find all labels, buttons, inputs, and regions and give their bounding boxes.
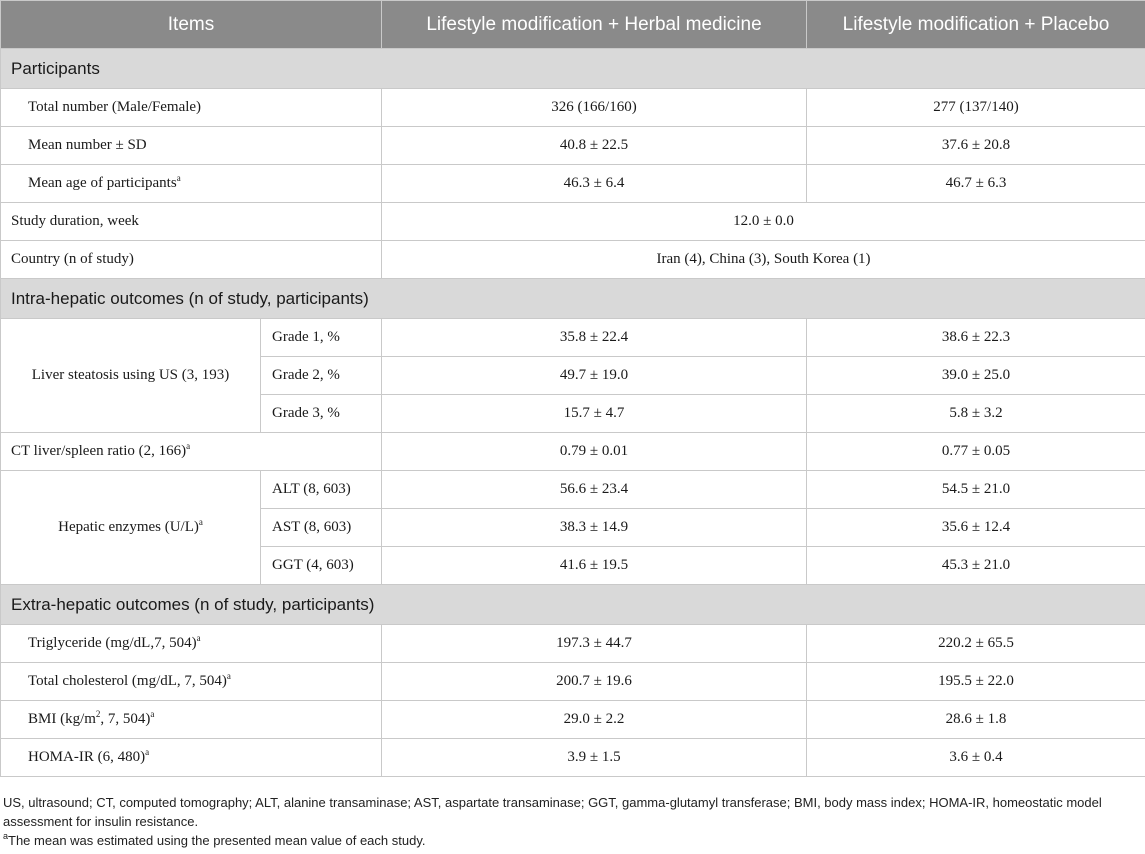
herbal-value: 0.79 ± 0.01 [382, 433, 807, 471]
footnote-marker: a [176, 173, 181, 183]
table-header-row [1, 1, 1145, 49]
placebo-value: 46.7 ± 6.3 [807, 165, 1145, 203]
squared-marker: 2 [95, 709, 101, 719]
footnote-marker: a [186, 441, 191, 451]
table-row [1, 625, 1145, 663]
placebo-value: 54.5 ± 21.0 [807, 471, 1145, 509]
sub-label: ALT (8, 603) [261, 471, 382, 509]
placebo-value: 277 (137/140) [807, 89, 1145, 127]
row-label-cell [1, 701, 382, 739]
sub-label: Grade 3, % [261, 395, 382, 433]
row-label: HOMA-IR (6, 480) [28, 749, 146, 765]
table-footnotes [3, 793, 1141, 850]
sub-label: GGT (4, 603) [261, 547, 382, 585]
group-label-cell [1, 471, 261, 585]
herbal-value: 56.6 ± 23.4 [382, 471, 807, 509]
footnote-marker: a [226, 671, 231, 681]
sub-label: AST (8, 603) [261, 509, 382, 547]
herbal-value: 35.8 ± 22.4 [382, 319, 807, 357]
table-row [1, 433, 1145, 471]
table-row [1, 319, 1145, 357]
herbal-value: 46.3 ± 6.4 [382, 165, 807, 203]
herbal-value: 49.7 ± 19.0 [382, 357, 807, 395]
row-label: BMI (kg/m [28, 711, 96, 727]
table-row [1, 127, 1145, 165]
herbal-value: 200.7 ± 19.6 [382, 663, 807, 701]
placebo-value: 39.0 ± 25.0 [807, 357, 1145, 395]
row-label: Mean number ± SD [1, 127, 382, 165]
placebo-value: 35.6 ± 12.4 [807, 509, 1145, 547]
table-row [1, 663, 1145, 701]
placebo-value: 3.6 ± 0.4 [807, 739, 1145, 777]
row-label-cell [1, 663, 382, 701]
herbal-value: 29.0 ± 2.2 [382, 701, 807, 739]
section-intra-hepatic [1, 279, 1145, 319]
herbal-value: 41.6 ± 19.5 [382, 547, 807, 585]
shared-value: Iran (4), China (3), South Korea (1) [382, 241, 1145, 279]
footnote-text: The mean was estimated using the presented mean value of each study. [8, 833, 426, 848]
row-label-cell [1, 433, 382, 471]
herbal-value: 197.3 ± 44.7 [382, 625, 807, 663]
footnote-marker: a [196, 633, 201, 643]
herbal-value: 326 (166/160) [382, 89, 807, 127]
row-label: CT liver/spleen ratio (2, 166) [11, 443, 187, 459]
mean-estimate-note [3, 831, 1141, 850]
footnote-marker: a [145, 747, 150, 757]
section-title: Participants [1, 49, 1145, 89]
row-label-suffix: , 7, 504) [100, 711, 151, 727]
footnote-marker: a [198, 517, 203, 527]
placebo-value: 220.2 ± 65.5 [807, 625, 1145, 663]
placebo-value: 37.6 ± 20.8 [807, 127, 1145, 165]
herbal-value: 3.9 ± 1.5 [382, 739, 807, 777]
row-label: Country (n of study) [1, 241, 382, 279]
group-label: Hepatic enzymes (U/L) [58, 519, 199, 535]
row-label: Study duration, week [1, 203, 382, 241]
header-placebo: Lifestyle modification + Placebo [807, 1, 1145, 49]
herbal-value: 38.3 ± 14.9 [382, 509, 807, 547]
row-label-cell [1, 739, 382, 777]
placebo-value: 38.6 ± 22.3 [807, 319, 1145, 357]
section-title: Extra-hepatic outcomes (n of study, participants) [1, 585, 1145, 625]
shared-value: 12.0 ± 0.0 [382, 203, 1145, 241]
placebo-value: 28.6 ± 1.8 [807, 701, 1145, 739]
herbal-value: 40.8 ± 22.5 [382, 127, 807, 165]
section-extra-hepatic [1, 585, 1145, 625]
table-row [1, 701, 1145, 739]
header-herbal: Lifestyle modification + Herbal medicine [382, 1, 807, 49]
sub-label: Grade 2, % [261, 357, 382, 395]
row-label: Total cholesterol (mg/dL, 7, 504) [28, 673, 227, 689]
table-row [1, 203, 1145, 241]
row-label: Triglyceride (mg/dL,7, 504) [28, 635, 197, 651]
table-row [1, 241, 1145, 279]
footnote-marker: a [3, 831, 9, 841]
group-label: Liver steatosis using US (3, 193) [1, 319, 261, 433]
row-label-cell [1, 625, 382, 663]
footnote-marker: a [150, 709, 155, 719]
placebo-value: 45.3 ± 21.0 [807, 547, 1145, 585]
table-row [1, 739, 1145, 777]
row-label: Mean age of participants [28, 175, 177, 191]
table-row [1, 89, 1145, 127]
placebo-value: 5.8 ± 3.2 [807, 395, 1145, 433]
placebo-value: 0.77 ± 0.05 [807, 433, 1145, 471]
sub-label: Grade 1, % [261, 319, 382, 357]
section-participants [1, 49, 1145, 89]
section-title: Intra-hepatic outcomes (n of study, participants) [1, 279, 1145, 319]
row-label-cell [1, 165, 382, 203]
table-row [1, 471, 1145, 509]
abbreviations-note: US, ultrasound; CT, computed tomography; ALT, alanine transaminase; AST, aspartate transaminase; GGT, gamma-glutamyl transferase; BMI, body mass index; HOMA-IR, homeostatic model assessment for insulin resistance. [3, 795, 1102, 829]
herbal-value: 15.7 ± 4.7 [382, 395, 807, 433]
row-label: Total number (Male/Female) [1, 89, 382, 127]
header-items: Items [1, 1, 382, 49]
placebo-value: 195.5 ± 22.0 [807, 663, 1145, 701]
table-row [1, 165, 1145, 203]
